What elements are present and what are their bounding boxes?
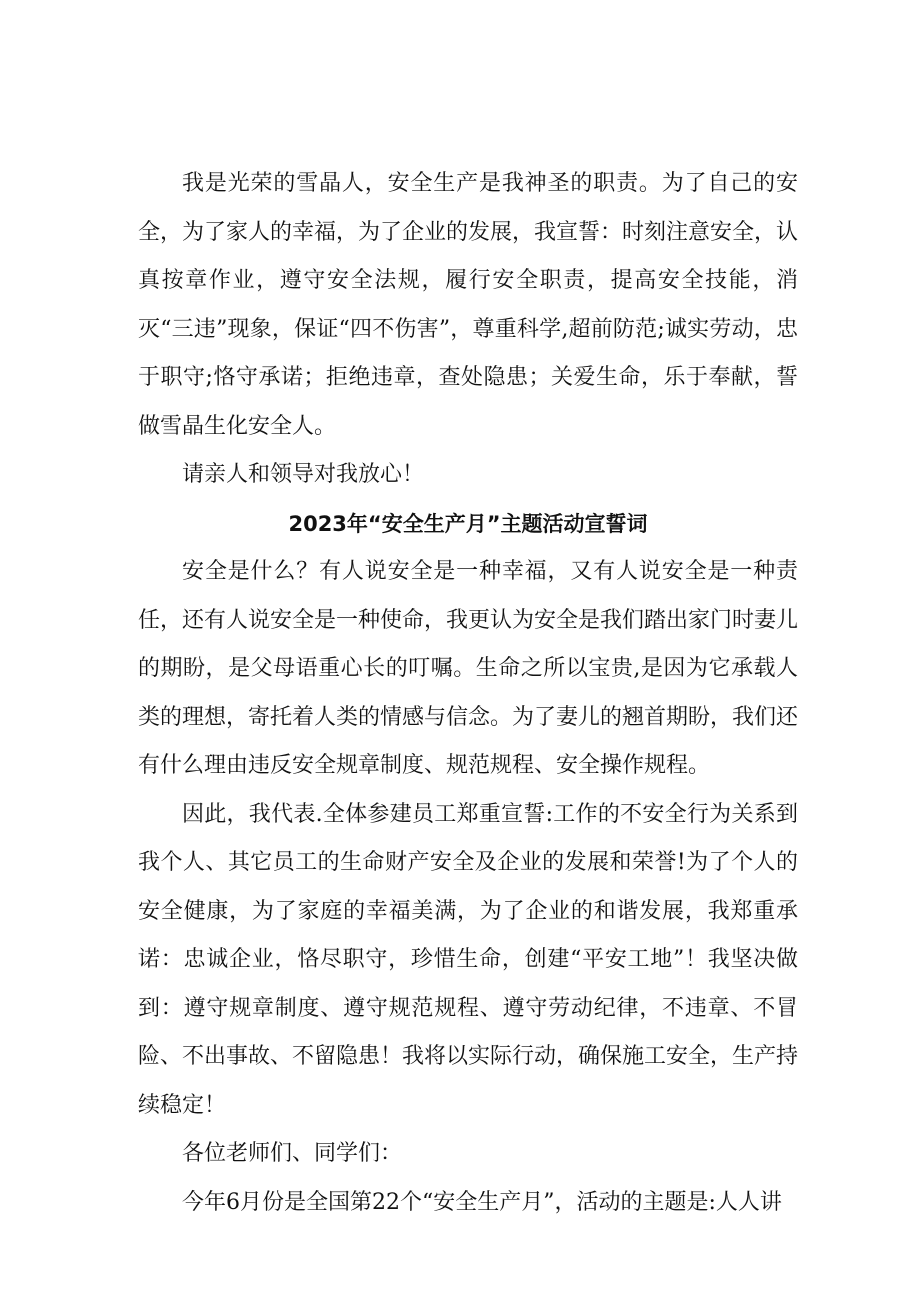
closing-line: 请亲人和领导对我放心！ bbox=[182, 462, 425, 487]
theme-paragraph: 今年6月份是全国第22个“安全生产月”，活动的主题是:人人讲 bbox=[182, 1189, 782, 1215]
pledge-paragraph: 因此，我代表.全体参建员工郑重宣誓:工作的不安全行为关系到我个人、其它员工的生命财产安全及企业的发展和荣誉!为了个人的安全健康，为了家庭的幸福美满，为了企业的和谐发展，我郑重承诺：忠诚企业，恪尽职守，珍惜生命，创建“平安工地”！我坚决做到：遵守规章制度、遵守规范规程、遵守劳动纪律，不违章、不冒险、不出事故、不留隐患！我将以实际行动，确保施工安全，生产持续稳定！ bbox=[138, 801, 799, 1118]
document-body bbox=[138, 160, 798, 1227]
oath-paragraph: 我是光荣的雪晶人，安全生产是我神圣的职责。为了自己的安全，为了家人的幸福，为了企业的发展，我宣誓：时刻注意安全，认真按章作业，遵守安全法规，履行安全职责，提高安全技能，消灭“三违”现象，保证“四不伤害”，尊重科学,超前防范;诚实劳动，忠于职守;恪守承诺；拒绝违章，查处隐患；关爱生命，乐于奉献，誓做雪晶生化安全人。 bbox=[138, 171, 799, 439]
section-heading: 2023年“安全生产月”主题活动宣誓词 bbox=[288, 511, 648, 536]
safety-paragraph: 安全是什么？有人说安全是一种幸福，又有人说安全是一种责任，还有人说安全是一种使命，我更认为安全是我们踏出家门时妻儿的期盼，是父母语重心长的叮嘱。生命之所以宝贵,是因为它承载人类的理想，寄托着人类的情感与信念。为了妻儿的翘首期盼，我们还有什么理由违反安全规章制度、规范规程、安全操作规程。 bbox=[138, 559, 799, 778]
greeting-line: 各位老师们、同学们： bbox=[182, 1141, 403, 1166]
